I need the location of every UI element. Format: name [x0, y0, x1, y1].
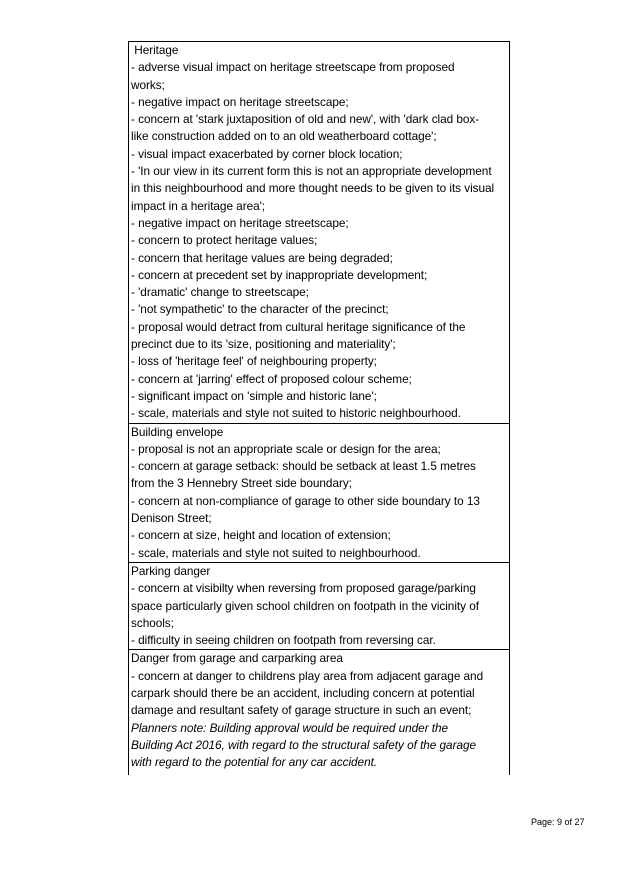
section-garage-danger: [129, 650, 509, 775]
section-line: works;: [131, 77, 165, 92]
section-line: carpark should there be an accident, including concern at potential: [131, 685, 475, 700]
planners-note-line: Building Act 2016, with regard to the structural safety of the garage: [131, 737, 476, 752]
section-line: - concern to protect heritage values;: [131, 233, 318, 248]
section-line: - 'In our view in its current form this is not an appropriate development: [131, 164, 492, 179]
section-line: - concern at 'jarring' effect of proposed colour scheme;: [131, 371, 412, 386]
section-heading: Parking danger: [131, 563, 211, 578]
section-heading: Building envelope: [131, 424, 224, 439]
section-line: - concern at size, height and location of extension;: [131, 528, 391, 543]
section-line: damage and resultant safety of garage structure in such an event;: [131, 703, 472, 718]
page-number: Page: 9 of 27: [531, 817, 585, 827]
section-line: like construction added on to an old weatherboard cottage';: [131, 129, 437, 144]
section-line: space particularly given school children on footpath in the vicinity of: [131, 598, 479, 613]
section-line: - proposal is not an appropriate scale or design for the area;: [131, 441, 441, 456]
section-line: - concern at 'stark juxtaposition of old and new', with 'dark clad box-: [131, 112, 480, 127]
section-line: schools;: [131, 615, 174, 630]
section-building-envelope: [129, 424, 509, 563]
section-line: impact in a heritage area';: [131, 198, 266, 213]
section-line: - 'not sympathetic' to the character of the precinct;: [131, 302, 389, 317]
section-line: - significant impact on 'simple and historic lane';: [131, 388, 377, 403]
section-line: precinct due to its 'size, positioning and materiality';: [131, 337, 396, 352]
section-line: - concern at non-compliance of garage to other side boundary to 13: [131, 493, 480, 508]
submissions-table: [128, 41, 510, 775]
section-line: - scale, materials and style not suited to neighbourhood.: [131, 545, 421, 560]
section-line: - loss of 'heritage feel' of neighbouring property;: [131, 354, 377, 369]
section-line: from the 3 Hennebry Street side boundary;: [131, 476, 352, 491]
section-line: - concern at garage setback: should be setback at least 1.5 metres: [131, 459, 476, 474]
section-line: - concern that heritage values are being degraded;: [131, 250, 393, 265]
section-heritage: [129, 42, 509, 424]
section-line: - scale, materials and style not suited to historic neighbourhood.: [131, 406, 461, 421]
section-line: - negative impact on heritage streetscape;: [131, 215, 349, 230]
section-line: in this neighbourhood and more thought needs to be given to its visual: [131, 181, 495, 196]
planners-note-line: with regard to the potential for any car accident.: [131, 755, 378, 770]
section-line: - adverse visual impact on heritage streetscape from proposed: [131, 60, 455, 75]
section-line: - proposal would detract from cultural heritage significance of the: [131, 319, 466, 334]
section-line: - 'dramatic' change to streetscape;: [131, 285, 309, 300]
section-line: - concern at precedent set by inappropriate development;: [131, 267, 428, 282]
section-line: - concern at danger to childrens play area from adjacent garage and: [131, 668, 484, 683]
section-line: - negative impact on heritage streetscape;: [131, 94, 349, 109]
planners-note-line: Planners note: Building approval would be required under the: [131, 720, 449, 735]
section-line: Denison Street;: [131, 511, 212, 526]
section-line: - visual impact exacerbated by corner block location;: [131, 146, 403, 161]
section-line: - concern at visibilty when reversing from proposed garage/parking: [131, 581, 476, 596]
section-heading: Heritage: [131, 43, 179, 57]
section-heading: Danger from garage and carparking area: [131, 651, 343, 666]
section-line: - difficulty in seeing children on footpath from reversing car.: [131, 633, 436, 648]
section-parking-danger: [129, 563, 509, 650]
